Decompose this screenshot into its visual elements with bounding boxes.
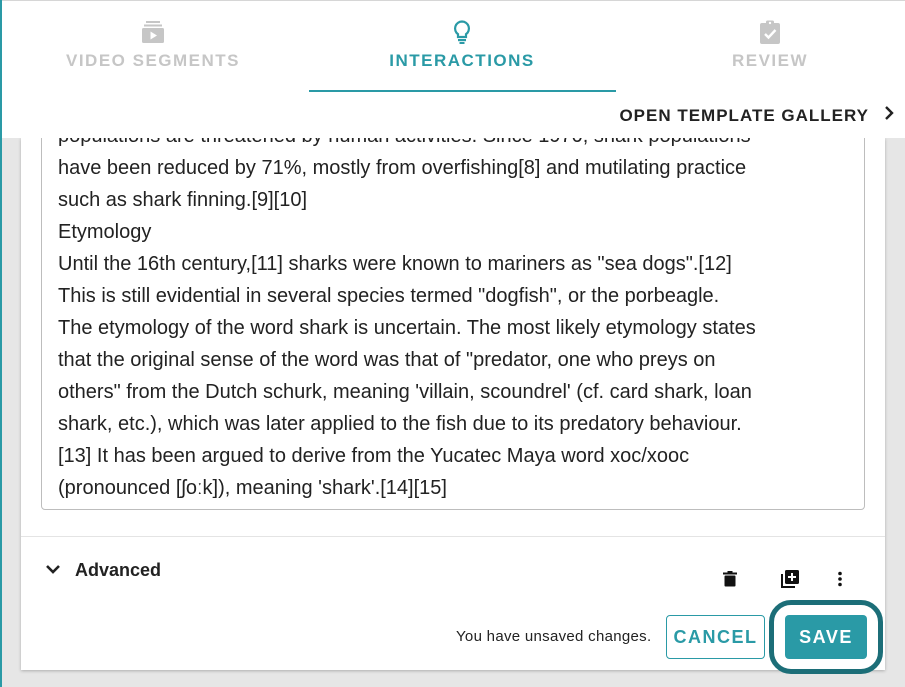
unsaved-changes-status: You have unsaved changes. — [456, 628, 652, 645]
active-tab-indicator — [309, 90, 616, 92]
clipboard-check-icon — [757, 19, 783, 45]
cancel-button[interactable]: CANCEL — [666, 615, 765, 659]
text-line: such as shark finning.[9][10] — [58, 189, 308, 211]
text-line: [13] It has been argued to derive from the Yucatec Maya word xoc/xooc — [58, 445, 690, 467]
add-copy-icon[interactable] — [779, 568, 801, 590]
interaction-card — [21, 138, 885, 670]
tab-label: INTERACTIONS — [389, 51, 535, 70]
more-vert-icon[interactable] — [829, 568, 851, 590]
text-line: have been reduced by 71%, mostly from overfishing[8] and mutilating practice — [58, 157, 747, 179]
text-line: The etymology of the word shark is uncertain. The most likely etymology states — [58, 317, 756, 339]
gallery-label: OPEN TEMPLATE GALLERY — [619, 105, 869, 125]
left-accent-bar — [0, 0, 2, 687]
divider — [21, 536, 885, 537]
chevron-right-icon — [883, 105, 895, 126]
save-button[interactable]: SAVE — [785, 615, 867, 659]
tab-label: REVIEW — [731, 51, 809, 70]
text-line: others" from the Dutch schurk, meaning 'villain, scoundrel' (cf. card shark, loan — [58, 381, 752, 403]
video-stack-icon — [140, 19, 166, 45]
advanced-toggle[interactable] — [45, 560, 161, 581]
tab-review[interactable] — [617, 19, 905, 71]
tab-interactions[interactable] — [309, 19, 615, 71]
text-line: that the original sense of the word was that of "predator, one who preys on — [58, 349, 716, 371]
editor-stage — [0, 138, 905, 687]
lightbulb-icon — [449, 19, 475, 45]
tab-video-segments[interactable] — [0, 19, 306, 71]
text-line: Etymology — [58, 221, 152, 243]
text-content — [58, 120, 858, 504]
step-tab-bar — [0, 0, 905, 138]
text-line: This is still evidential in several species termed "dogfish", or the porbeagle. — [58, 285, 720, 307]
chevron-down-icon — [45, 562, 61, 580]
tab-label: VIDEO SEGMENTS — [65, 51, 241, 70]
save-focus-ring — [769, 600, 883, 674]
trash-icon[interactable] — [719, 568, 741, 590]
advanced-label: Advanced — [75, 560, 162, 580]
text-line: shark, etc.), which was later applied to the fish due to its predatory behaviour. — [58, 413, 742, 435]
text-content-field[interactable] — [41, 118, 865, 510]
open-template-gallery-link[interactable] — [619, 105, 895, 126]
text-line: (pronounced [ʃoːk]), meaning 'shark'.[14][15] — [58, 477, 447, 499]
text-line: Until the 16th century,[11] sharks were known to mariners as "sea dogs".[12] — [58, 253, 732, 275]
